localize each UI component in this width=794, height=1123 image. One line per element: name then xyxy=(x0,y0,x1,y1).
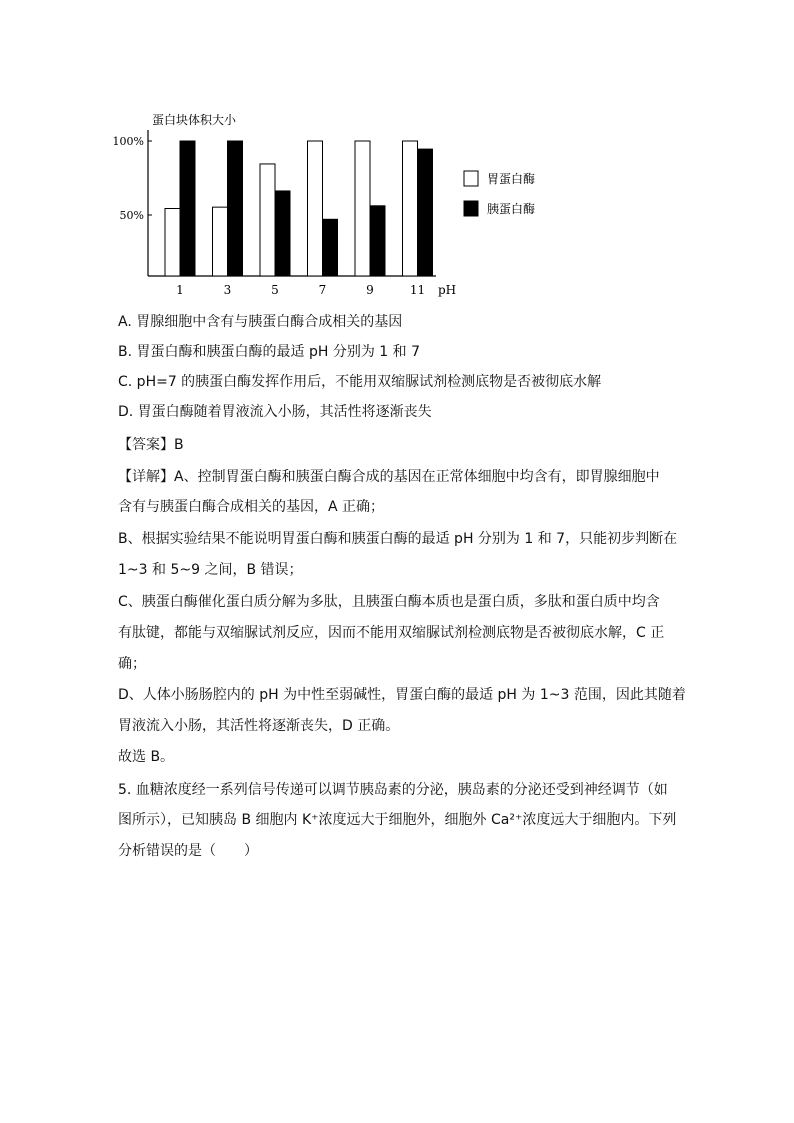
x-axis-label: pH xyxy=(438,283,457,297)
bar-pepsin-ph-3 xyxy=(213,207,228,276)
x-tick-label-7: 7 xyxy=(318,283,327,297)
explanation-line-1: 【详解】A、控制胃蛋白酶和胰蛋白酶合成的基因在正常体细胞中均含有，即胃腺细胞中 xyxy=(118,469,660,485)
x-tick-label-1: 1 xyxy=(176,283,184,297)
y-tick-label-50: 50% xyxy=(119,209,144,222)
option-a: A. 胃腺细胞中含有与胰蛋白酶合成相关的基因 xyxy=(118,314,403,330)
x-tick-label-11: 11 xyxy=(409,283,426,297)
explanation-line-7: 确； xyxy=(118,656,146,672)
legend-label-trypsin: 胰蛋白酶 xyxy=(487,202,536,216)
y-tick-label-100: 100% xyxy=(112,135,144,148)
y-axis-label: 蛋白块体积大小 xyxy=(152,113,237,127)
conclusion-line: 故选 B。 xyxy=(118,749,175,765)
explanation-line-9: 胃液流入小肠，其活性将逐渐丧失，D 正确。 xyxy=(118,718,400,734)
answer-line: 【答案】B xyxy=(118,437,184,453)
bar-trypsin-ph-11 xyxy=(418,149,433,276)
explanation-line-2: 含有与胰蛋白酶合成相关的基因，A 正确； xyxy=(118,499,385,515)
question-5-line-1: 5. 血糖浓度经一系列信号传递可以调节胰岛素的分泌，胰岛素的分泌还受到神经调节（如 xyxy=(118,782,668,798)
x-tick-label-9: 9 xyxy=(366,283,374,297)
explanation-line-8: D、人体小肠肠腔内的 pH 为中性至弱碱性，胃蛋白酶的最适 pH 为 1~3 范围，因此其随着 xyxy=(118,687,686,703)
bar-trypsin-ph-5 xyxy=(275,191,290,276)
bar-pepsin-ph-5 xyxy=(260,164,275,276)
bar-pepsin-ph-11 xyxy=(403,141,418,276)
bar-trypsin-ph-1 xyxy=(180,141,195,276)
bar-trypsin-ph-9 xyxy=(370,206,385,276)
question-5-line-3: 分析错误的是（ ） xyxy=(118,843,258,859)
x-tick-label-5: 5 xyxy=(271,283,279,297)
bar-trypsin-ph-3 xyxy=(228,141,243,276)
legend-swatch-trypsin xyxy=(464,201,478,216)
bar-pepsin-ph-7 xyxy=(308,141,323,276)
bars-group xyxy=(165,141,433,276)
x-tick-label-3: 3 xyxy=(223,283,232,297)
x-tick-labels xyxy=(176,283,425,297)
option-b: B. 胃蛋白酶和胰蛋白酶的最适 pH 分别为 1 和 7 xyxy=(118,344,420,360)
bar-trypsin-ph-7 xyxy=(323,219,338,276)
question-5-line-2: 图所示），已知胰岛 B 细胞内 K⁺浓度远大于细胞外，细胞外 Ca²⁺浓度远大于细胞内。下列 xyxy=(118,812,677,828)
explanation-line-5: C、胰蛋白酶催化蛋白质分解为多肽，且胰蛋白酶本质也是蛋白质，多肽和蛋白质中均含 xyxy=(118,594,660,610)
explanation-line-4: 1~3 和 5~9 之间，B 错误； xyxy=(118,562,303,578)
bar-pepsin-ph-9 xyxy=(355,141,370,276)
enzyme-bar-chart xyxy=(0,0,794,310)
explanation-line-6: 有肽键，都能与双缩脲试剂反应，因而不能用双缩脲试剂检测底物是否被彻底水解，C 正 xyxy=(118,625,665,641)
explanation-line-3: B、根据实验结果不能说明胃蛋白酶和胰蛋白酶的最适 pH 分别为 1 和 7，只能初步判断在 xyxy=(118,531,678,547)
option-d: D. 胃蛋白酶随着胃液流入小肠，其活性将逐渐丧失 xyxy=(118,404,432,420)
option-c: C. pH=7 的胰蛋白酶发挥作用后，不能用双缩脲试剂检测底物是否被彻底水解 xyxy=(118,374,602,390)
bar-pepsin-ph-1 xyxy=(165,209,180,277)
legend-label-pepsin: 胃蛋白酶 xyxy=(487,172,536,186)
legend-swatch-pepsin xyxy=(464,171,478,186)
